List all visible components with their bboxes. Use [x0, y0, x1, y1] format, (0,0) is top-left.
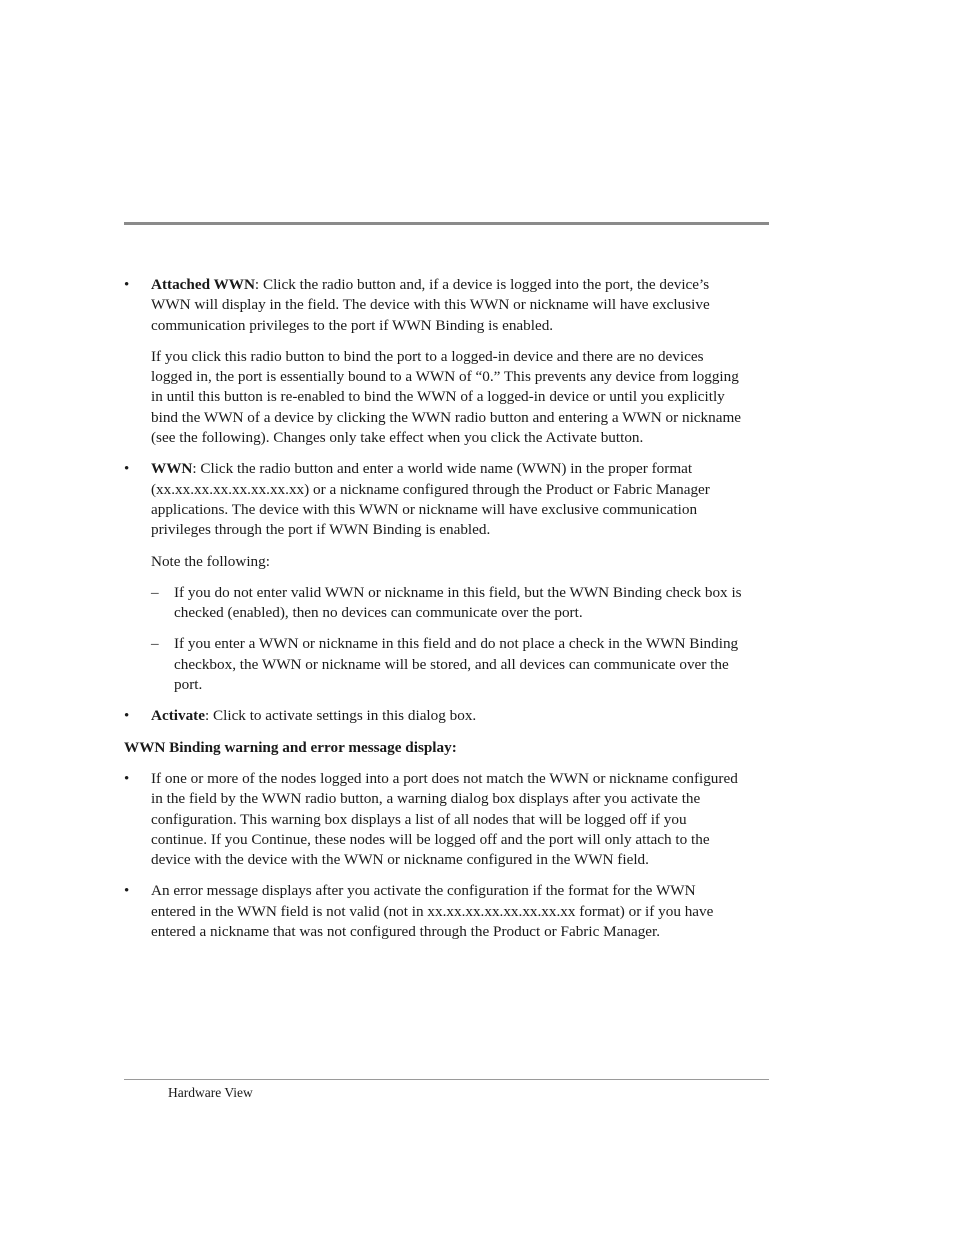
section-heading: WWN Binding warning and error message display:	[124, 738, 457, 756]
term-wwn: WWN	[151, 460, 193, 478]
bullet-attached-wwn	[124, 275, 744, 336]
bullet-error-message	[124, 881, 744, 942]
error-message-text: An error message displays after you activate the configuration if the format for the WWN entered in the WWN field is not valid (not in xx.xx.xx.xx.xx.xx.xx.xx format) or if you have entered a nickname that was not configured through the Product or Fabric Manager.	[151, 882, 714, 941]
bullet-activate	[124, 706, 744, 726]
warning-message-text: If one or more of the nodes logged into a port does not match the WWN or nickname configured in the field by the WWN radio button, a warning dialog box displays after you activate the configuration. This warning box displays a list of all nodes that will be logged off if you continue. If you Continue, these nodes will be logged off and the port will only attach to the device with the device with the WWN or nickname configured in the WWN field.	[151, 769, 738, 869]
bullet-marker: •	[124, 770, 130, 787]
bullet-marker: •	[124, 883, 130, 900]
bullet-wwn	[124, 459, 744, 540]
document-body	[124, 275, 744, 953]
note-text-1: If you do not enter valid WWN or nickname in this field, but the WWN Binding check box is checked (enabled), then no devices can communicate over the port.	[174, 583, 742, 622]
term-activate: Activate	[151, 707, 205, 725]
footer-section-title: Hardware View	[168, 1085, 253, 1100]
desc-activate: : Click to activate settings in this dialog box.	[204, 707, 477, 725]
footer-rule	[124, 1079, 769, 1080]
desc-attached-wwn: : Click the radio button and, if a device is logged into the port, the device’s WWN will display in the field. The device with this WWN or nickname will have exclusive communication privileges to the port if WWN Binding is enabled.	[151, 276, 710, 334]
para-attached-wwn-followup: If you click this radio button to bind the port to a logged-in device and there are no devices logged in, the port is essentially bound to a WWN of “0.” This prevents any device from logging in until this button is re-enabled to bind the WWN of a logged-in device or until you explicitly bind the WWN of a device by clicking the WWN radio button and entering a WWN or nickname (see the following). Changes only take effect when you click the Activate button.	[151, 347, 742, 447]
bullet-marker: •	[124, 461, 130, 478]
dash-marker: –	[151, 583, 159, 601]
desc-wwn: : Click the radio button and enter a world wide name (WWN) in the proper format (xx.xx.xx.xx.xx.xx.xx.xx) or a nickname configured through the Product or Fabric Manager applications. The device with this WWN or nickname will have exclusive communication privileges through the port if WWN Binding is enabled.	[151, 460, 710, 539]
header-rule	[124, 222, 769, 225]
note-text-2: If you enter a WWN or nickname in this field and do not place a check in the WWN Binding checkbox, the WWN or nickname will be stored, and all devices can communicate over the port.	[174, 635, 739, 694]
note-item-2	[151, 634, 744, 695]
bullet-marker: •	[124, 277, 130, 293]
para-note-intro: Note the following:	[151, 552, 270, 570]
dash-marker: –	[151, 635, 159, 653]
term-attached-wwn: Attached WWN	[151, 276, 255, 293]
bullet-marker: •	[124, 708, 130, 725]
bullet-warning-message	[124, 769, 744, 870]
note-item-1	[151, 583, 744, 624]
